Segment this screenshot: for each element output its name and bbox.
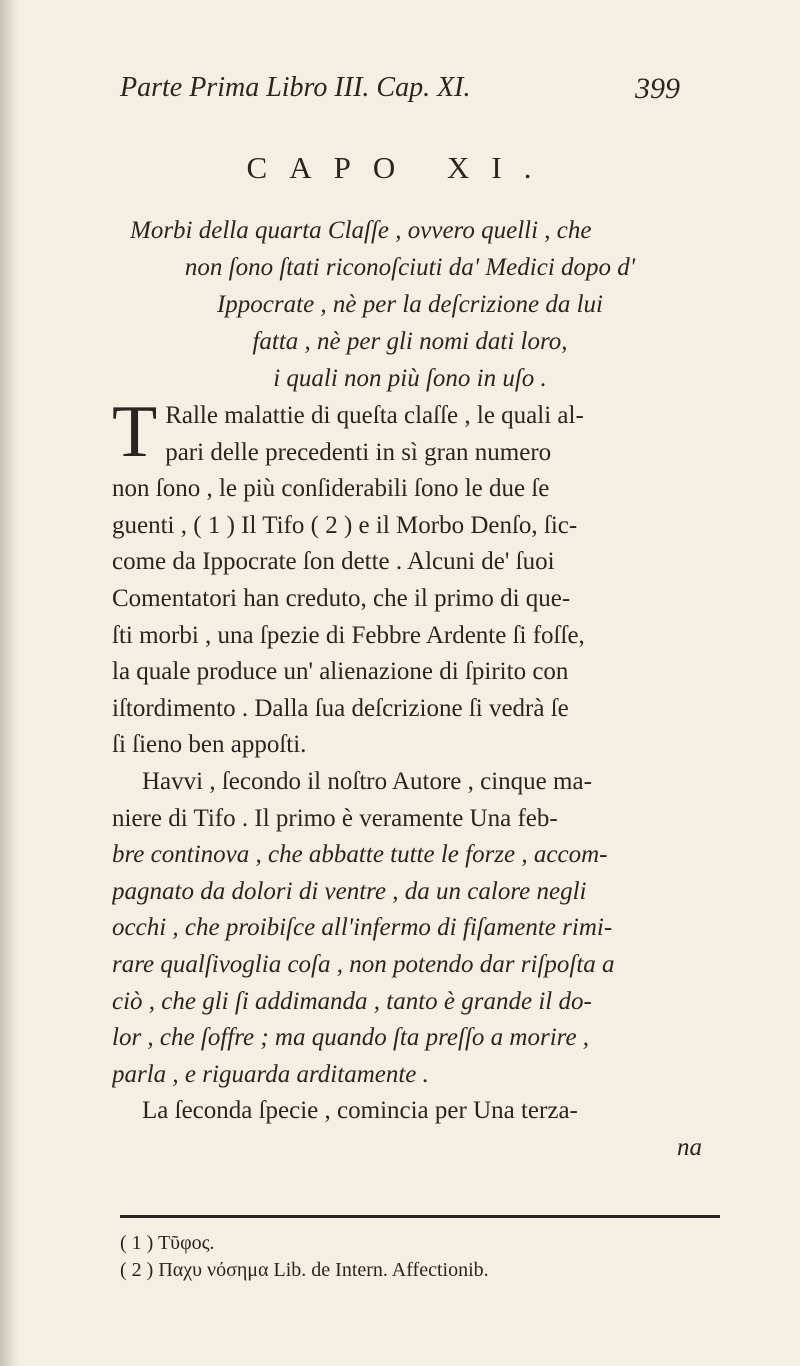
body-line: rare qualſivoglia coſa , non potendo dar riſpoſta a (112, 950, 615, 978)
subtitle-line: fatta , nè per gli nomi dati loro, (252, 328, 568, 355)
footnote: ( 2 ) Παχυ νόσημα Lib. de Intern. Affectionib. (120, 1259, 489, 1281)
body-line: niere di Tifo . Il primo è veramente Una feb- (112, 804, 558, 832)
footnotes (120, 1230, 720, 1284)
chapter-title: CAPO XI. (246, 150, 554, 185)
running-head-text: Parte Prima Libro III. Cap. XI. (120, 72, 471, 103)
body-line: pari delle precedenti in sì gran numero (165, 438, 552, 466)
body-line: occhi , che proibiſce all'infermo di fiſamente rimi- (112, 914, 613, 942)
running-head (120, 72, 680, 104)
body-line: La ſeconda ſpecie , comincia per Una terza- (142, 1097, 578, 1125)
chapter-subtitle (130, 212, 690, 397)
subtitle-line: Morbi della quarta Claſſe , ovvero quelli , che (130, 217, 592, 244)
body-line: ſi ſieno ben appoſti. (112, 731, 307, 759)
subtitle-line: Ippocrate , nè per la deſcrizione da lui (216, 291, 604, 318)
subtitle-line: i quali non più ſono in uſo . (273, 365, 547, 392)
body-line: Comentatori han creduto, che il primo di que- (112, 584, 571, 612)
catchword: na (677, 1133, 702, 1161)
page-edge-shadow (0, 0, 18, 1366)
body-line: ciò , che gli ſi addimanda , tanto è grande il do- (112, 987, 592, 1015)
body-line: ſti morbi , una ſpezie di Febbre Ardente ſi foſſe, (112, 621, 585, 649)
body-line: non ſono , le più conſiderabili ſono le due ſe (112, 475, 550, 503)
body-line: iſtordimento . Dalla ſua deſcrizione ſi vedrà ſe (112, 694, 569, 722)
subtitle-line: non ſono ſtati riconoſciuti da' Medici dopo d' (184, 254, 636, 281)
body-text (112, 391, 722, 1166)
body-line: lor , che ſoffre ; ma quando ſta preſſo a morire , (112, 1024, 590, 1052)
footnote: ( 1 ) Τῦφος. (120, 1232, 215, 1254)
page-number: 399 (635, 72, 680, 105)
body-line: guenti , ( 1 ) Il Tifo ( 2 ) e il Morbo Denſo, ſic- (112, 511, 578, 539)
body-line: parla , e riguarda arditamente . (112, 1060, 429, 1088)
footnote-rule (120, 1215, 720, 1218)
body-line: pagnato da dolori di ventre , da un calore negli (112, 877, 587, 905)
body-line: come da Ippocrate ſon dette . Alcuni de' ſuoi (112, 548, 555, 576)
body-line: la quale produce un' alienazione di ſpirito con (112, 658, 569, 686)
body-line: Ralle malattie di queſta claſſe , le quali al- (165, 402, 584, 429)
body-line: Havvi , ſecondo il noſtro Autore , cinque ma- (142, 767, 592, 795)
drop-cap: T (112, 391, 158, 473)
body-line: bre continova , che abbatte tutte le forze , accom- (112, 841, 608, 869)
